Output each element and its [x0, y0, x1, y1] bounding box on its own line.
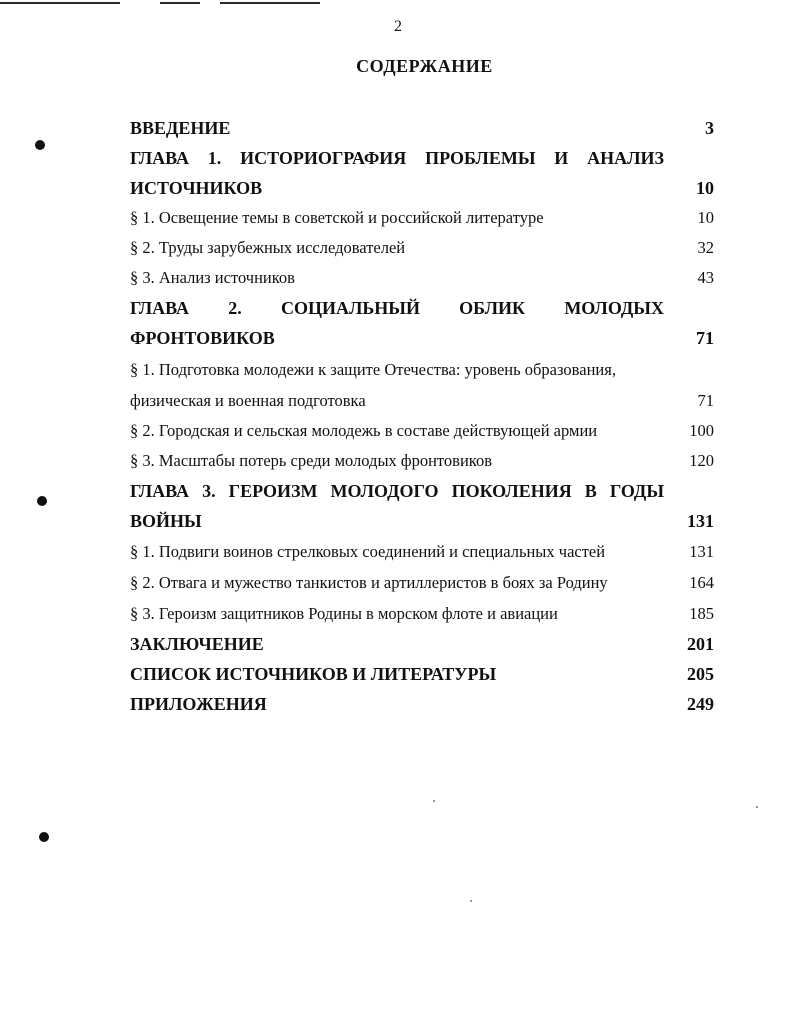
page-title: СОДЕРЖАНИЕ — [356, 56, 493, 76]
punch-hole-icon — [39, 832, 49, 842]
punch-hole-icon — [35, 140, 45, 150]
scan-edge-line — [0, 2, 120, 4]
scan-edge-line — [160, 2, 200, 4]
scan-speck — [470, 900, 472, 902]
scan-speck — [433, 800, 435, 802]
punch-hole-icon — [37, 496, 47, 506]
scan-edge-line — [220, 2, 320, 4]
scan-speck — [756, 806, 758, 808]
page-number: 2 — [394, 18, 402, 35]
